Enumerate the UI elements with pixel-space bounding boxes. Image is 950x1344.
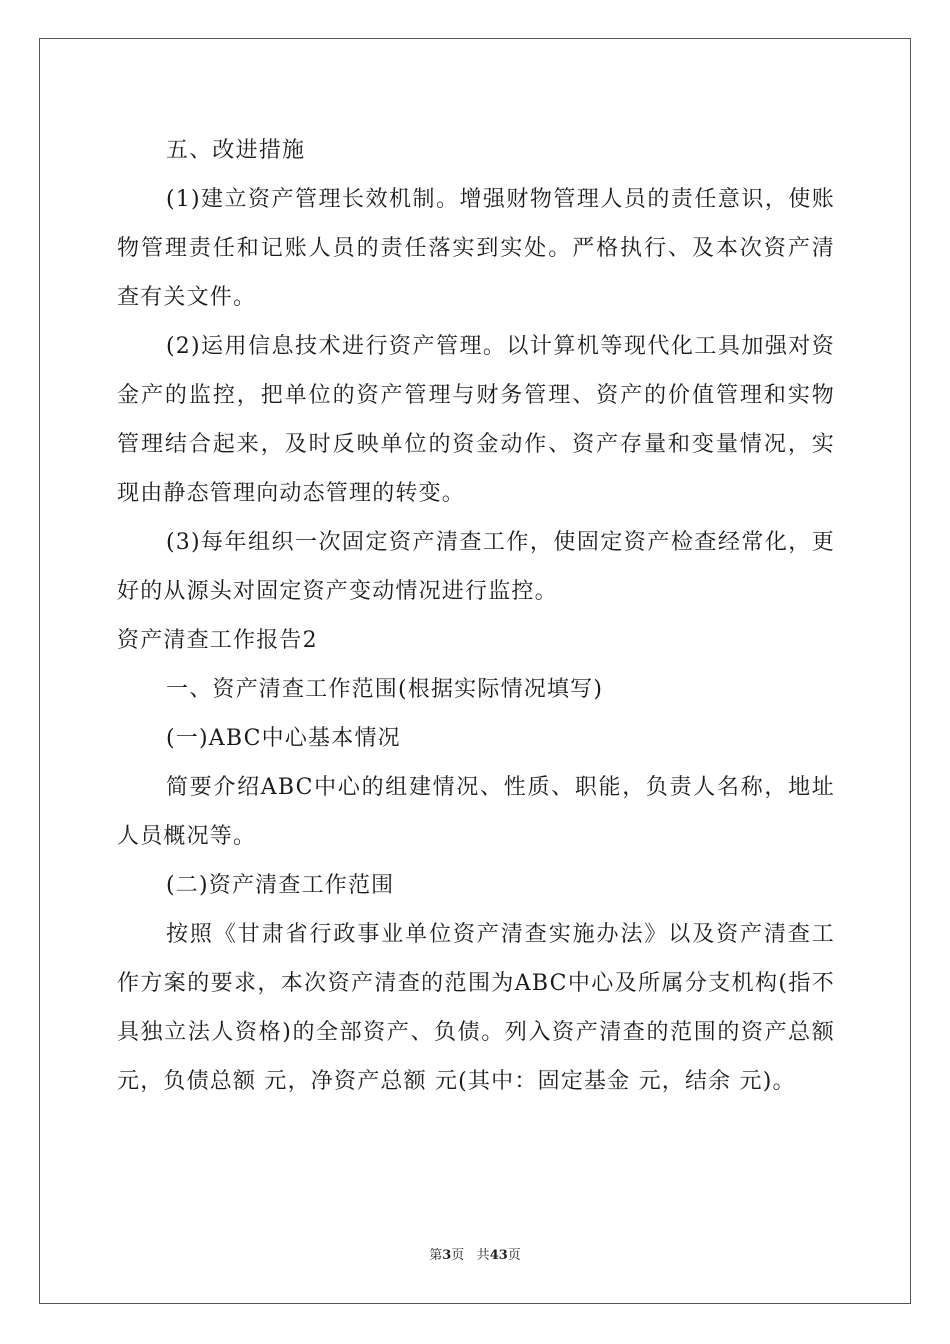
footer-total-unit: 页	[507, 1248, 521, 1263]
section-heading-improvements: 五、改进措施	[166, 138, 306, 163]
paragraph-scope: 按照《甘肃省行政事业单位资产清查实施办法》以及资产清查工作方案的要求，本次资产清查的范围为ABC中心及所属分支机构(指不具独立法人资格)的全部资产、负债。列入资产清查的范围的资产总额 元，负债总额 元，净资产总额 元(其中：固定基金 元，结余 元)。	[117, 922, 835, 1094]
total-page-count: 43	[489, 1248, 508, 1263]
footer-page-unit: 页	[451, 1248, 465, 1263]
footer-total-prefix: 共	[476, 1248, 490, 1263]
paragraph-measure-3: (3)每年组织一次固定资产清查工作，使固定资产检查经常化，更好的从源头对固定资产变动情况进行监控。	[117, 530, 835, 604]
report-title: 资产清查工作报告2	[117, 628, 318, 653]
footer-prefix: 第	[429, 1248, 443, 1263]
section-heading-scope: 一、资产清查工作范围(根据实际情况填写)	[166, 677, 604, 702]
paragraph-measure-2: (2)运用信息技术进行资产管理。以计算机等现代化工具加强对资金产的监控，把单位的资产管理与财务管理、资产的价值管理和实物管理结合起来，及时反映单位的资金动作、资产存量和变量情况，实现由静态管理向动态管理的转变。	[117, 334, 835, 506]
subheading-basic-info: (一)ABC中心基本情况	[166, 726, 401, 751]
paragraph-measure-1: (1)建立资产管理长效机制。增强财物管理人员的责任意识，使账物管理责任和记账人员的责任落实到实处。严格执行、及本次资产清查有关文件。	[117, 187, 835, 310]
document-body	[117, 126, 835, 1106]
page-footer	[0, 1248, 950, 1264]
paragraph-basic-info: 简要介绍ABC中心的组建情况、性质、职能，负责人名称，地址人员概况等。	[117, 775, 835, 849]
subheading-scope: (二)资产清查工作范围	[166, 873, 395, 898]
current-page-number: 3	[442, 1248, 452, 1263]
